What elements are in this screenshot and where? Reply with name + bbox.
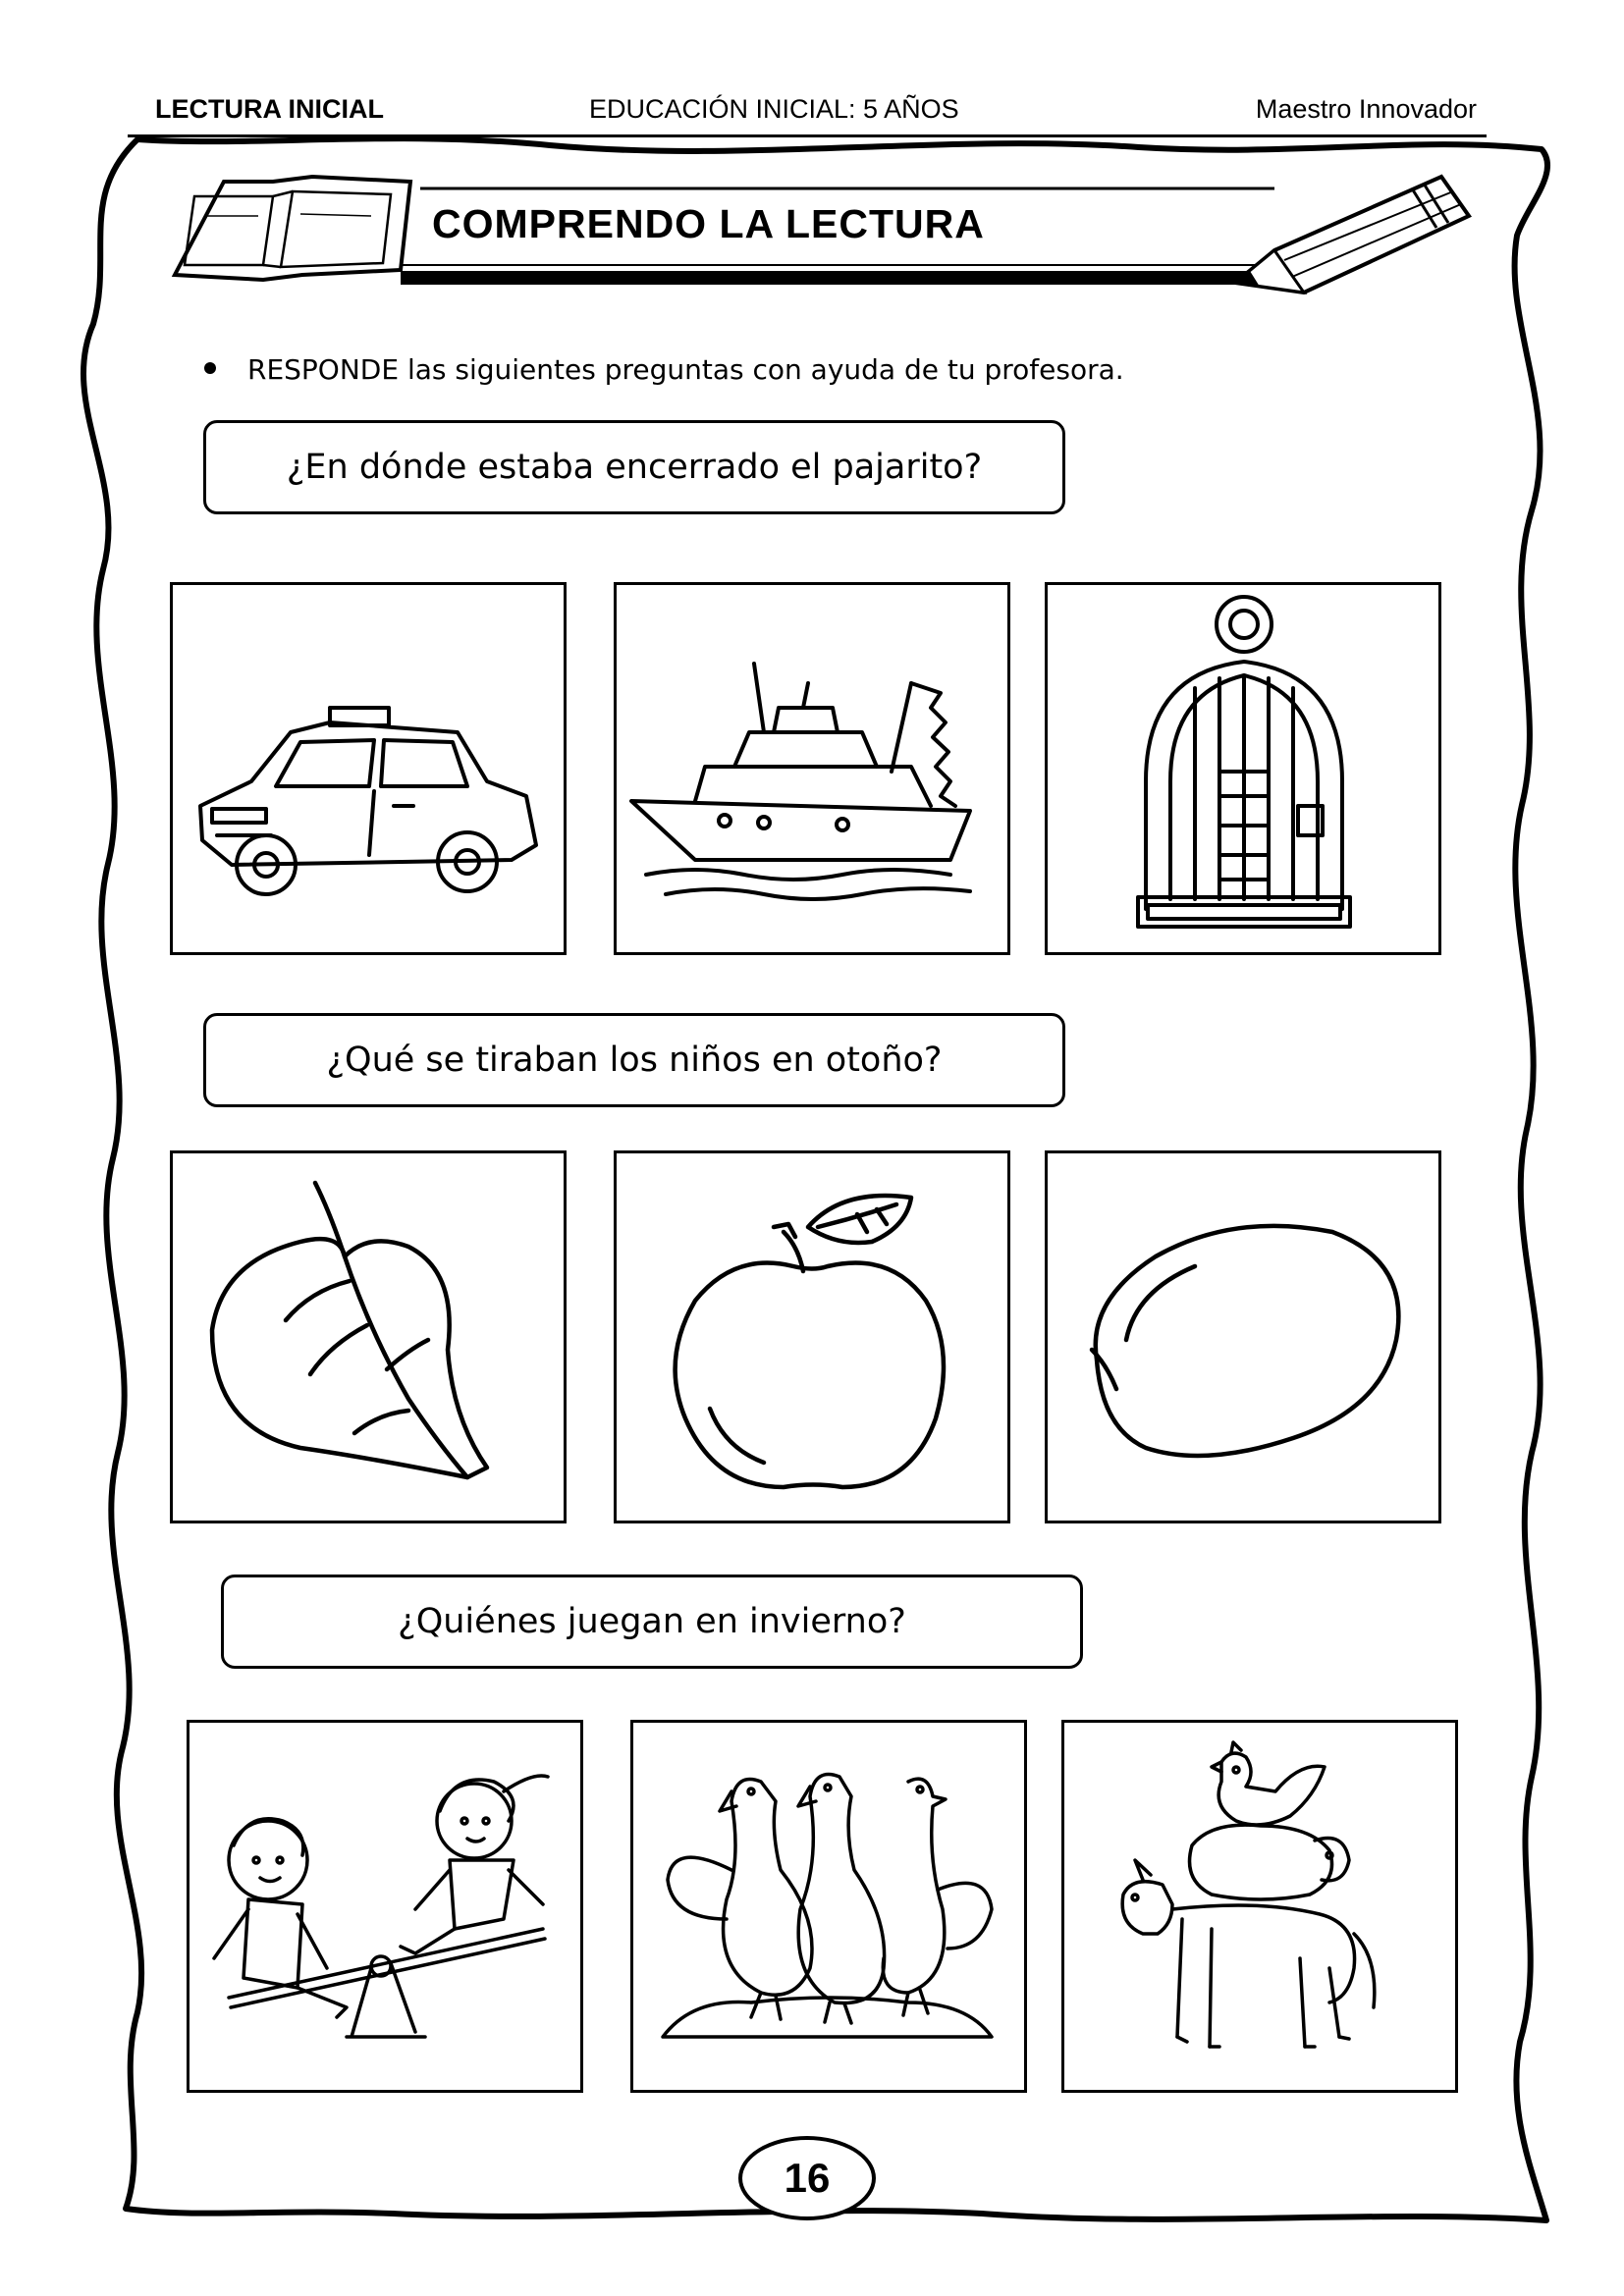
geese-icon — [633, 1723, 1024, 2090]
option-plum[interactable] — [1045, 1150, 1441, 1523]
option-geese[interactable] — [630, 1720, 1027, 2093]
children-seesaw-icon — [189, 1723, 580, 2090]
ship-icon — [617, 585, 1007, 952]
question-3-text: ¿Quiénes juegan en invierno? — [398, 1602, 906, 1641]
page-number — [738, 2136, 876, 2220]
pencil-icon — [1235, 177, 1469, 293]
question-box-1 — [203, 420, 1065, 514]
option-car[interactable] — [170, 582, 567, 955]
question-1-text: ¿En dónde estaba encerrado el pajarito? — [286, 448, 983, 487]
animals-stack-icon — [1064, 1723, 1455, 2090]
option-children-seesaw[interactable] — [187, 1720, 583, 2093]
option-animals-stack[interactable] — [1061, 1720, 1458, 2093]
header-left: LECTURA INICIAL — [155, 94, 384, 124]
question-2-text: ¿Qué se tiraban los niños en otoño? — [326, 1041, 943, 1080]
option-birdcage[interactable] — [1045, 582, 1441, 955]
option-leaf[interactable] — [170, 1150, 567, 1523]
header-right: Maestro Innovador — [1255, 94, 1477, 124]
birdcage-icon — [1048, 585, 1438, 952]
option-ship[interactable] — [614, 582, 1010, 955]
instruction — [204, 353, 1124, 386]
bullet-icon — [204, 362, 216, 374]
page-title: COMPRENDO LA LECTURA — [432, 201, 985, 246]
option-apple[interactable] — [614, 1150, 1010, 1523]
book-icon — [175, 177, 410, 280]
page-number-text: 16 — [784, 2155, 831, 2201]
car-icon — [173, 585, 564, 952]
question-box-3 — [221, 1575, 1083, 1669]
header-center: EDUCACIÓN INICIAL: 5 AÑOS — [589, 94, 959, 124]
instruction-text: RESPONDE las siguientes preguntas con ayuda de tu profesora. — [247, 353, 1124, 386]
apple-icon — [617, 1153, 1007, 1521]
question-box-2 — [203, 1013, 1065, 1107]
leaf-icon — [173, 1153, 564, 1521]
plum-icon — [1048, 1153, 1438, 1521]
